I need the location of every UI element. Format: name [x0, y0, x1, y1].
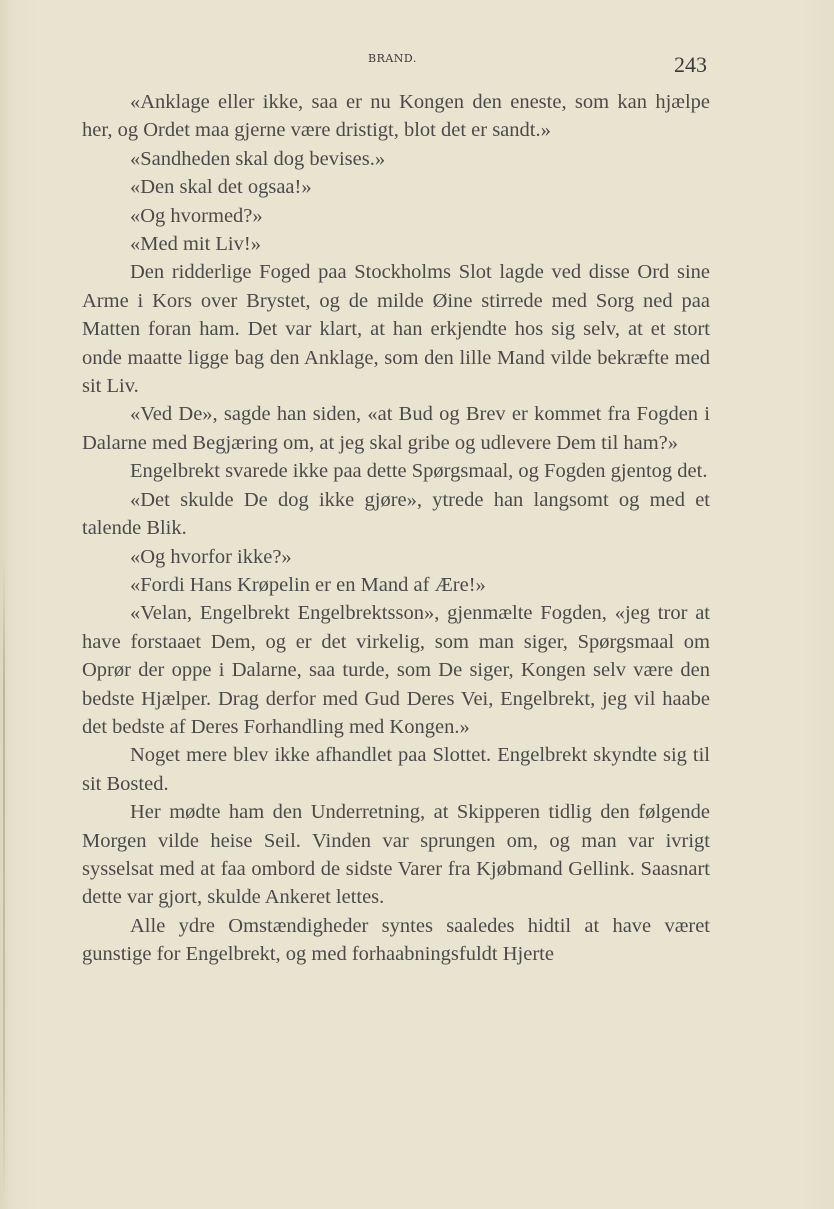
paragraph: Her mødte ham den Underretning, at Skipperen tidlig den følgende Morgen vilde heise Seil. Vinden var sprungen om, og man var ivrigt sysselsat med at faa ombord de sidste Varer fra Kjøbmand Gellink. Saasnart dette var gjort, skulde Ankeret lettes.: [82, 801, 710, 909]
page-number: 243: [674, 52, 707, 77]
paragraph: «Sandheden skal dog bevises.»: [130, 147, 386, 170]
running-head: [0, 52, 834, 77]
paragraph: Engelbrekt svarede ikke paa dette Spørgsmaal, og Fogden gjentog det.: [130, 460, 708, 483]
paragraph: «Med mit Liv!»: [130, 233, 261, 256]
running-title: BRAND.: [368, 52, 417, 65]
paragraph: «Og hvormed?»: [130, 204, 263, 227]
paragraph: «Ved De», sagde han siden, «at Bud og Brev er kommet fra Fogden i Dalarne med Begjæring om, at jeg skal gribe og udlevere Dem til ham?»: [82, 403, 710, 454]
binding-edge-shadow: [3, 560, 5, 1200]
paragraph: «Velan, Engelbrekt Engelbrektsson», gjenmælte Fogden, «jeg tror at have forstaaet Dem, og er det virkelig, som man siger, Spørgsmaal om Oprør der oppe i Dalarne, saa turde, som De siger, Kongen selv være den bedste Hjælper. Drag derfor med Gud Deres Vei, Engelbrekt, jeg vil haabe det bedste af Deres Forhandling med Kongen.»: [82, 602, 710, 738]
paragraph: «Det skulde De dog ikke gjøre», ytrede han langsomt og med et talende Blik.: [82, 488, 710, 540]
paragraph: «Og hvorfor ikke?»: [130, 545, 292, 568]
paragraph: Noget mere blev ikke afhandlet paa Slottet. Engelbrekt skyndte sig til sit Bosted.: [82, 744, 710, 795]
paragraph: «Den skal det ogsaa!»: [130, 176, 312, 199]
paragraph: Alle ydre Omstændigheder syntes saaledes hidtil at have været gunstige for Engelbrekt, og med forhaabningsfuldt Hjerte: [82, 914, 710, 966]
paragraph: «Fordi Hans Krøpelin er en Mand af Ære!»: [130, 573, 486, 596]
paragraph: «Anklage eller ikke, saa er nu Kongen den eneste, som kan hjælpe her, og Ordet maa gjerne være dristigt, blot det er sandt.»: [82, 91, 710, 142]
paragraph: Den ridderlige Foged paa Stockholms Slot lagde ved disse Ord sine Arme i Kors over Brystet, og de milde Øine stirrede med Sorg ned paa Matten foran ham. Det var klart, at han erkjendte hos sig selv, at et stort onde maatte ligge bag den Anklage, som den lille Mand vilde bekræfte med sit Liv.: [82, 261, 710, 398]
body-text: [82, 88, 710, 969]
